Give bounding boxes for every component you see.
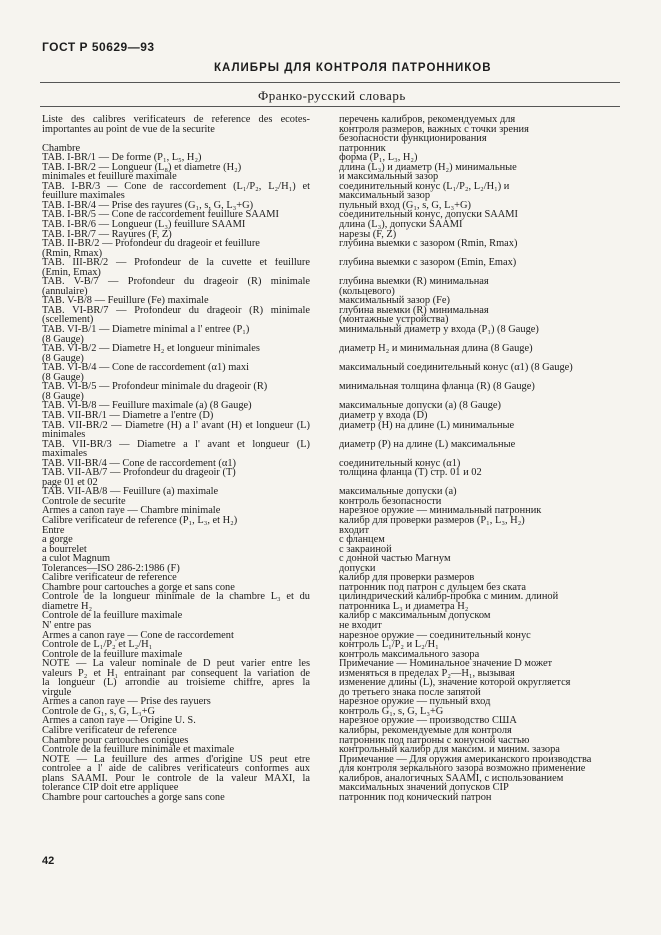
dictionary-line: калибр для проверки размеров (P₁, L₃, H₂) (339, 514, 525, 526)
dictionary-line: TAB. VII-BR/3 — Diametre a l' avant et longueur (L) (42, 439, 310, 450)
dictionary-line: TAB. VI-B/4 — Cone de raccordement (α1) maxi (42, 362, 249, 374)
dictionary-line: tolerance CIP doit etre appliquee (42, 782, 179, 794)
standard-number: ГОСТ Р 50629—93 (42, 40, 155, 54)
dictionary-line: с закраиной (339, 543, 392, 555)
dictionary-line: диаметр (P) на длине (L) максимальные (339, 438, 516, 450)
dictionary-line: максимальный зазор (339, 190, 431, 202)
dictionary-line: контроль безопасности (339, 495, 442, 507)
dictionary-line: максимальный соединительный конус (α1) (8 Gauge) (339, 362, 573, 374)
dictionary-line: Armes a canon raye — Cone de raccordement (42, 629, 234, 641)
dictionary-line: (Rmin, Rmax) (42, 247, 103, 259)
dictionary-line: максимальных значений допусков CIP (339, 782, 509, 794)
dictionary-line: длина (L₃), допуски SAAMI (339, 219, 463, 231)
dictionary-line: минимальный диаметр у входа (P₁) (8 Gauge) (339, 324, 539, 336)
dictionary-line: TAB. I-BR/7 — Rayures (F, Z) (42, 228, 172, 240)
dictionary-line: Liste des calibres verificateurs de reference des ecotes- (42, 115, 310, 125)
dictionary-line: Calibre verificateur de reference (42, 725, 177, 736)
dictionary-line: калибр с максимальным допуском (339, 610, 491, 622)
dictionary-line: TAB. VI-B/2 — Diametre H₂ et longueur minimales (42, 343, 260, 355)
dictionary-line: контроль L₁/P₂ и L₂/H₁ (339, 639, 439, 651)
dictionary-line: controlee a l' aide de calibres verificateurs conformes aux (42, 764, 310, 774)
dictionary-line: TAB. VI-B/1 — Diametre minimal a l' entree (P₁) (42, 324, 250, 336)
dictionary-line: калибры, рекомендуемые для контроля (339, 725, 512, 736)
dictionary-line: minimales (42, 429, 86, 441)
dictionary-line: TAB. III-BR/2 — Profondeur de la cuvette et feuillure (42, 258, 310, 268)
dictionary-line: патронника L₃ и диаметра H₂ (339, 600, 469, 612)
dictionary-line: Controle de G₁, s, G, L₃+G (42, 705, 155, 717)
dictionary-line: TAB. VI-B/8 — Feuillure maximale (a) (8 Gauge) (42, 400, 252, 412)
dictionary-line: для контроля зеркального зазора возможно применение (339, 763, 586, 775)
dictionary-line: TAB. VII-BR/4 — Cone de raccordement (α1) (42, 457, 236, 469)
dictionary-line: Chambre pour cartouches a gorge et sans cone (42, 581, 235, 593)
dictionary-line: нарезное оружие — производство США (339, 715, 517, 727)
dictionary-line: нарезное оружие — соединительный конус (339, 629, 531, 641)
dictionary-line: до третьего знака после запятой (339, 686, 481, 698)
dictionary-line: Chambre pour cartouches conigues (42, 734, 189, 746)
dictionary-line: diametre H₂ (42, 600, 93, 612)
rule-bottom (40, 106, 620, 107)
dictionary-line: соединительный конус (α1) (339, 457, 461, 469)
dictionary-line: толщина фланца (T) стр. 01 и 02 (339, 467, 482, 479)
dictionary-line: TAB. VII-AB/7 — Profondeur du drageoir (T) (42, 467, 236, 479)
dictionary-line: TAB. I-BR/2 — Longueur (L₈) et diametre (H₂) (42, 161, 242, 173)
dictionary-line: минимальная толщина фланца (R) (8 Gauge) (339, 381, 535, 393)
dictionary-line: глубина выемки (R) минимальная (339, 276, 489, 288)
dictionary-line: maximales (42, 448, 88, 460)
dictionary-line: (8 Gauge) (42, 352, 84, 364)
dictionary-line: TAB. I-BR/6 — Longueur (L₃) feuillure SAAMI (42, 219, 246, 231)
dictionary-line: диаметр у входа (D) (339, 409, 428, 421)
dictionary-line: (8 Gauge) (42, 390, 84, 402)
dictionary-line: максимальные допуски (a) (339, 486, 457, 498)
dictionary-line: максимальные допуски (a) (8 Gauge) (339, 400, 501, 412)
dictionary-line: Tolerances—ISO 286-2:1986 (F) (42, 562, 180, 574)
dictionary-line: page 01 et 02 (42, 476, 98, 488)
dictionary-line: Entre (42, 524, 65, 536)
russian-column (339, 115, 604, 802)
dictionary-line: и максимальный зазор (339, 171, 439, 183)
dictionary-line: TAB. VII-AB/8 — Feuillure (a) maximale (42, 486, 219, 498)
dictionary-line: minimales et feuillure maximale (42, 171, 177, 183)
dictionary-line: plans SAAMI. Pour le controle de la valeur MAXI, la (42, 773, 310, 784)
dictionary-line: (annulaire) (42, 285, 88, 297)
dictionary-line: a culot Magnum (42, 553, 111, 565)
dictionary-line: патронник под патроны с конусной частью (339, 734, 530, 746)
dictionary-line: нарезы (F, Z) (339, 228, 397, 240)
dictionary-line: Calibre verificateur de reference (P₁, L₃, et H₂) (42, 514, 238, 526)
dictionary-line: Controle de securite (42, 495, 126, 507)
dictionary-line: a gorge (42, 534, 73, 546)
dictionary-line: контроль G₁, s, G, L₃+G (339, 705, 444, 717)
dictionary-line: калибр для проверки размеров (339, 572, 475, 584)
dictionary-line: диаметр (H) на длине (L) минимальные (339, 419, 515, 431)
dictionary-line: с донной частью Магнум (339, 553, 451, 565)
dictionary-line: (Emin, Emax) (42, 266, 101, 278)
dictionary-line: TAB. I-BR/5 — Cone de raccordement feuillure SAAMI (42, 209, 279, 221)
dictionary-line: Armes a canon raye — Origine U. S. (42, 715, 196, 727)
dictionary-line: Controle de la feuillure minimale et maximale (42, 744, 235, 756)
dictionary-line: TAB. VI-B/5 — Profondeur minimale du drageoir (R) (42, 381, 268, 393)
dictionary-line: Controle de L₁/P₂ et L₂/H₁ (42, 639, 153, 651)
dictionary-line: пульный вход (G₁, s, G, L₃+G) (339, 199, 471, 211)
dictionary-line: цилиндрический калибр-пробка с миним. длиной (339, 591, 559, 603)
dictionary-line: максимальный зазор (Fe) (339, 295, 450, 307)
page-number: 42 (42, 855, 55, 867)
dictionary-line: Calibre verificateur de reference (42, 572, 177, 584)
dictionary-line: безопасности функционирования (339, 133, 487, 145)
dictionary-line: TAB. VII-BR/1 — Diametre a l'entre (D) (42, 409, 214, 421)
dictionary-line: калибров, аналогичных SAAMI, с использованием (339, 772, 564, 784)
dictionary-line: (кольцевого) (339, 285, 395, 297)
dictionary-line: патронник под конический патрон (339, 791, 492, 803)
french-column (42, 115, 310, 802)
dictionary-line: длина (L₃) и диаметр (H₂) минимальные (339, 161, 517, 173)
dictionary-line: TAB. V-B/8 — Feuillure (Fe) maximale (42, 295, 209, 307)
dictionary-line: изменяться в пределах P₂—H₁, вызывая (339, 667, 515, 679)
dictionary-line: Примечание — Номинальное значение D может (339, 658, 553, 670)
dictionary-line: NOTE — La feuillure des armes d'origine US peut etre (42, 754, 310, 765)
dictionary-line: Controle de la feuillure maximale (42, 610, 183, 622)
dictionary-line: Controle de la feuillure maximale (42, 648, 183, 660)
dictionary-line: с фланцем (339, 534, 385, 546)
dictionary-line: Chambre pour cartouches a gorge sans cone (42, 791, 225, 803)
dictionary-line: TAB. II-BR/2 — Profondeur du drageoir et feuillure (42, 238, 260, 250)
dictionary-line: Armes a canon raye — Chambre minimale (42, 505, 221, 517)
dictionary-line: TAB. V-B/7 — Profondeur du drageoir (R) minimale (42, 277, 310, 287)
dictionary-line: TAB. VI-BR/7 — Profondeur du drageoir (R) minimale (42, 305, 310, 316)
dictionary-line: NOTE — La valeur nominale de D peut varier entre les (42, 659, 310, 669)
dictionary-line: N' entre pas (42, 619, 92, 631)
dictionary-line: valeurs P₂ et H₁ entrainant par consequent la variation de (42, 668, 310, 679)
dictionary-line: (монтажные устройства) (339, 314, 449, 326)
dictionary-line: соединительный конус, допуски SAAMI (339, 209, 518, 221)
dictionary-line: TAB. I-BR/1 — De forme (P₁, L₅, H₂) (42, 152, 202, 164)
dictionary-line: Примечание — Для оружия американского производства (339, 753, 592, 765)
dictionary-line: la longueur (L) arrondie au troisieme chiffre, apres la (42, 678, 310, 688)
dictionary-line: Controle de la longueur minimale de la chambre L₃ et du (42, 592, 310, 602)
dictionary-line: (8 Gauge) (42, 333, 84, 345)
dictionary-line: a bourrelet (42, 543, 87, 555)
dictionary-line: форма (P₁, L₃, H₂) (339, 152, 418, 164)
dictionary-line: изменение длины (L), значение которой округляется (339, 677, 571, 689)
dictionary-line: патронник (339, 142, 386, 154)
dictionary-line: не входит (339, 619, 382, 631)
dictionary-line: контроль максимального зазора (339, 648, 480, 660)
rule-top (40, 82, 620, 83)
dictionary-line: Chambre (42, 142, 81, 154)
dictionary-line: глубина выемки (R) минимальная (339, 304, 489, 316)
dictionary-line: TAB. I-BR/4 — Prise des rayures (G₁, s, G, L₃+G) (42, 199, 254, 211)
dictionary-line: патронник под патрон с дульцем без ската (339, 581, 526, 593)
dictionary-line: соединительный конус (L₁/P₂, L₂/H₁) и (339, 180, 510, 192)
dictionary-line: Armes a canon raye — Prise des rayuers (42, 696, 211, 708)
dictionary-line: virgule (42, 686, 72, 698)
dictionary-line: TAB. VII-BR/2 — Diametre (H) a l' avant (H) et longueur (L) (42, 420, 310, 431)
dictionary-line: контрольный калибр для максим. и миним. зазора (339, 744, 560, 756)
dictionary-line: feuillure maximales (42, 190, 125, 202)
dictionary-line (42, 134, 310, 144)
dictionary-line: глубина выемки с зазором (Emin, Emax) (339, 257, 517, 269)
dictionary-line: диаметр H₂ и минимальная длина (8 Gauge) (339, 343, 533, 355)
dictionary-line: допуски (339, 562, 376, 574)
dictionary-line: (scellement) (42, 314, 94, 326)
dictionary-line: (8 Gauge) (42, 371, 84, 383)
dictionary-line: importantes au point de vue de la securite (42, 123, 215, 135)
dictionary-line: нарезное оружие — минимальный патронник (339, 505, 542, 517)
page-title: КАЛИБРЫ ДЛЯ КОНТРОЛЯ ПАТРОННИКОВ (214, 62, 492, 74)
dictionary-subtitle: Франко-русский словарь (258, 88, 406, 103)
dictionary-line: входит (339, 524, 369, 536)
dictionary-line: глубина выемки с зазором (Rmin, Rmax) (339, 238, 518, 250)
dictionary-line: TAB. I-BR/3 — Cone de raccordement (L₁/P₂, L₂/H₁) et (42, 181, 310, 192)
dictionary-line: перечень калибров, рекомендуемых для (339, 114, 516, 125)
dictionary-line: нарезное оружие — пульный вход (339, 696, 491, 708)
dictionary-line: контроля размеров, важных с точки зрения (339, 123, 529, 135)
